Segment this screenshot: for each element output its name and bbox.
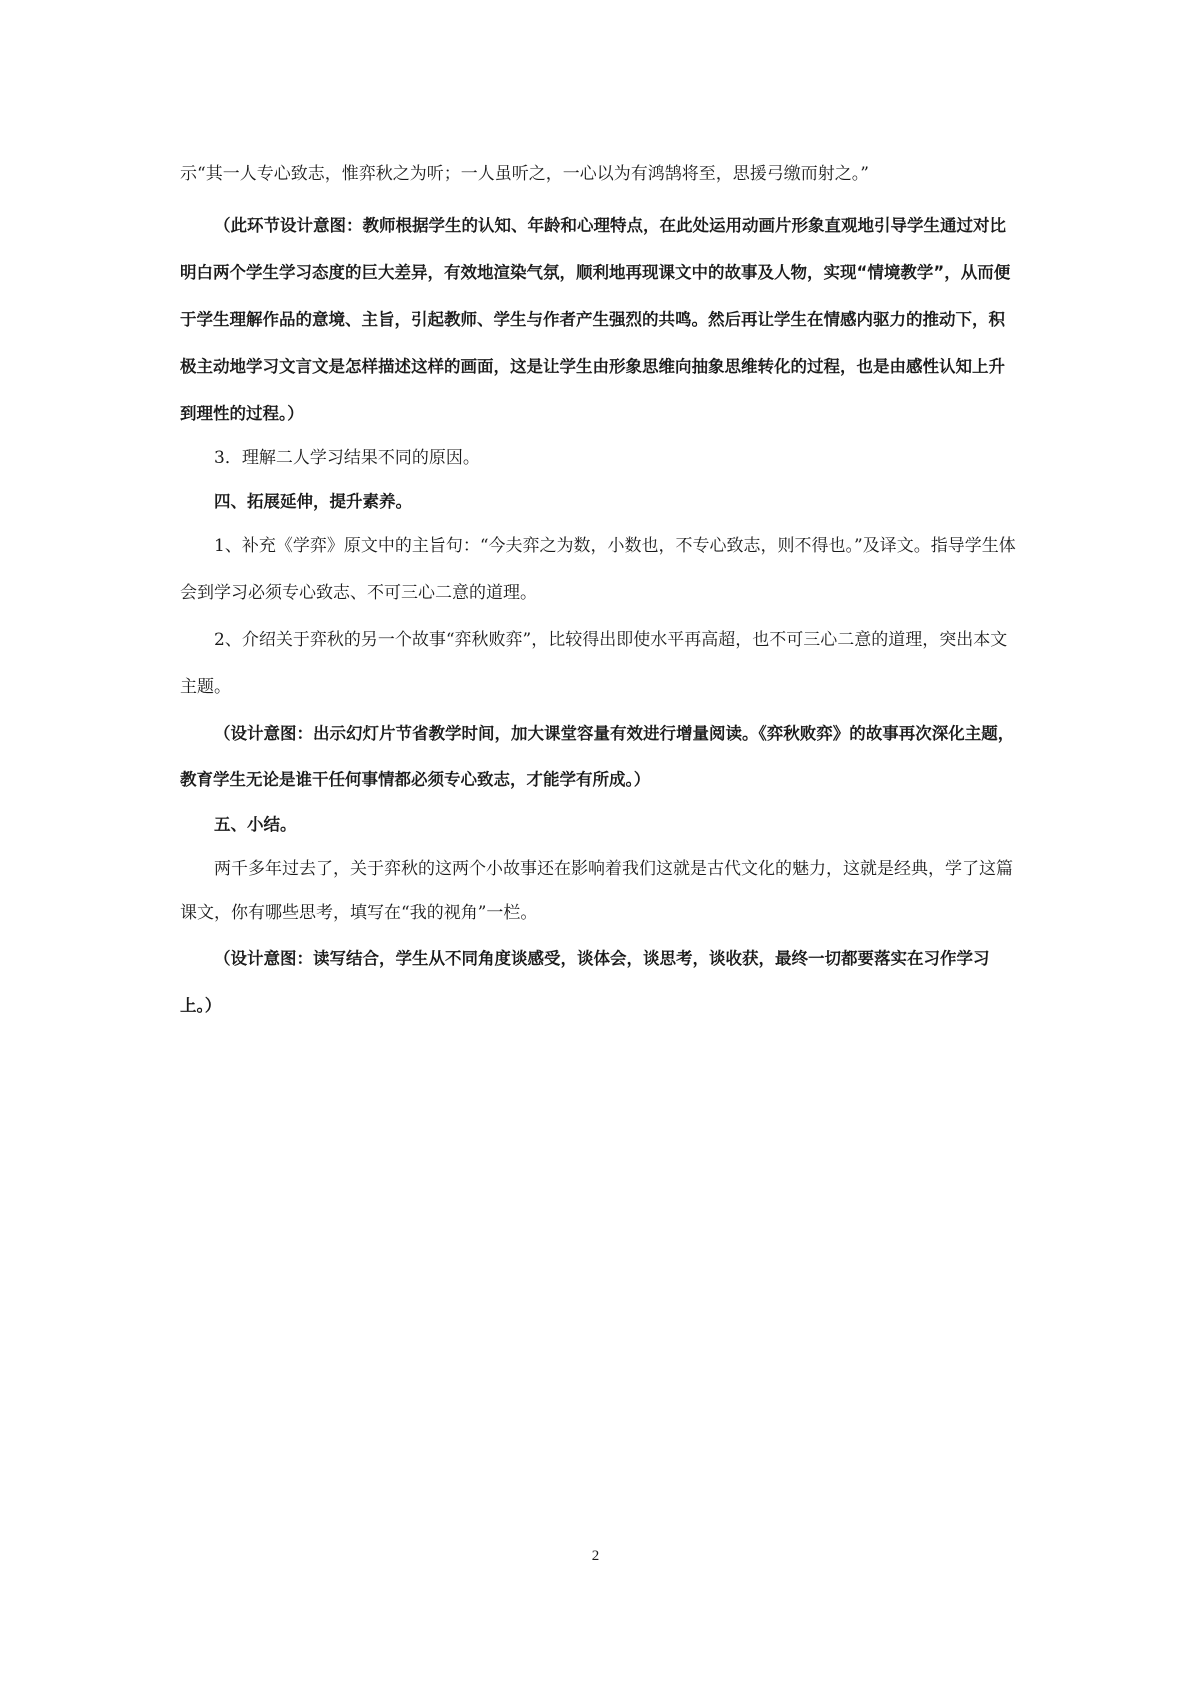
extension-item-1: 1、补充《学弈》原文中的主旨句：“今夫弈之为数，小数也，不专心致志，则不得也。”及译文。指导学生体会到学习必须专心致志、不可三心二意的道理。 — [180, 536, 1016, 603]
design-intent-note-1: （此环节设计意图：教师根据学生的认知、年龄和心理特点，在此处运用动画片形象直观地引导学生通过对比明白两个学生学习态度的巨大差异，有效地渲染气氛，顺利地再现课文中的故事及人物，实现“情境教学”，从而便于学生理解作品的意境、主旨，引起教师、学生与作者产生强烈的共鸣。然后再让学生在情感内驱力的推动下，积极主动地学习文言文是怎样描述这样的画面，这是让学生由形象思维向抽象思维转化的过程，也是由感性认知上升到理性的过程。） — [180, 216, 1011, 423]
page-number: 2 — [591, 1548, 600, 1564]
paragraph-quote-continuation: 示“其一人专心致志，惟弈秋之为听；一人虽听之，一心以为有鸿鹄将至，思援弓缴而射之。” — [180, 164, 869, 184]
design-intent-note-3: （设计意图：读写结合，学生从不同角度谈感受，谈体会，谈思考，谈收获，最终一切都要落实在习作学习上。） — [180, 949, 990, 1015]
section-4-heading: 四、拓展延伸，提升素养。 — [214, 492, 412, 511]
section-5-heading: 五、小结。 — [214, 815, 297, 834]
extension-item-2: 2、介绍关于弈秋的另一个故事“弈秋败弈”，比较得出即使水平再高超，也不可三心二意的道理，突出本文主题。 — [180, 630, 1008, 697]
design-intent-note-2: （设计意图：出示幻灯片节省教学时间，加大课堂容量有效进行增量阅读。《弈秋败弈》的故事再次深化主题，教育学生无论是谁干任何事情都必须专心致志，才能学有所成。） — [180, 724, 1015, 789]
step-3-heading: 3．理解二人学习结果不同的原因。 — [214, 448, 480, 468]
summary-paragraph: 两千多年过去了，关于弈秋的这两个小故事还在影响着我们这就是古代文化的魅力，这就是经典，学了这篇课文，你有哪些思考，填写在“我的视角”一栏。 — [180, 859, 1013, 923]
document-body — [180, 152, 1018, 1029]
